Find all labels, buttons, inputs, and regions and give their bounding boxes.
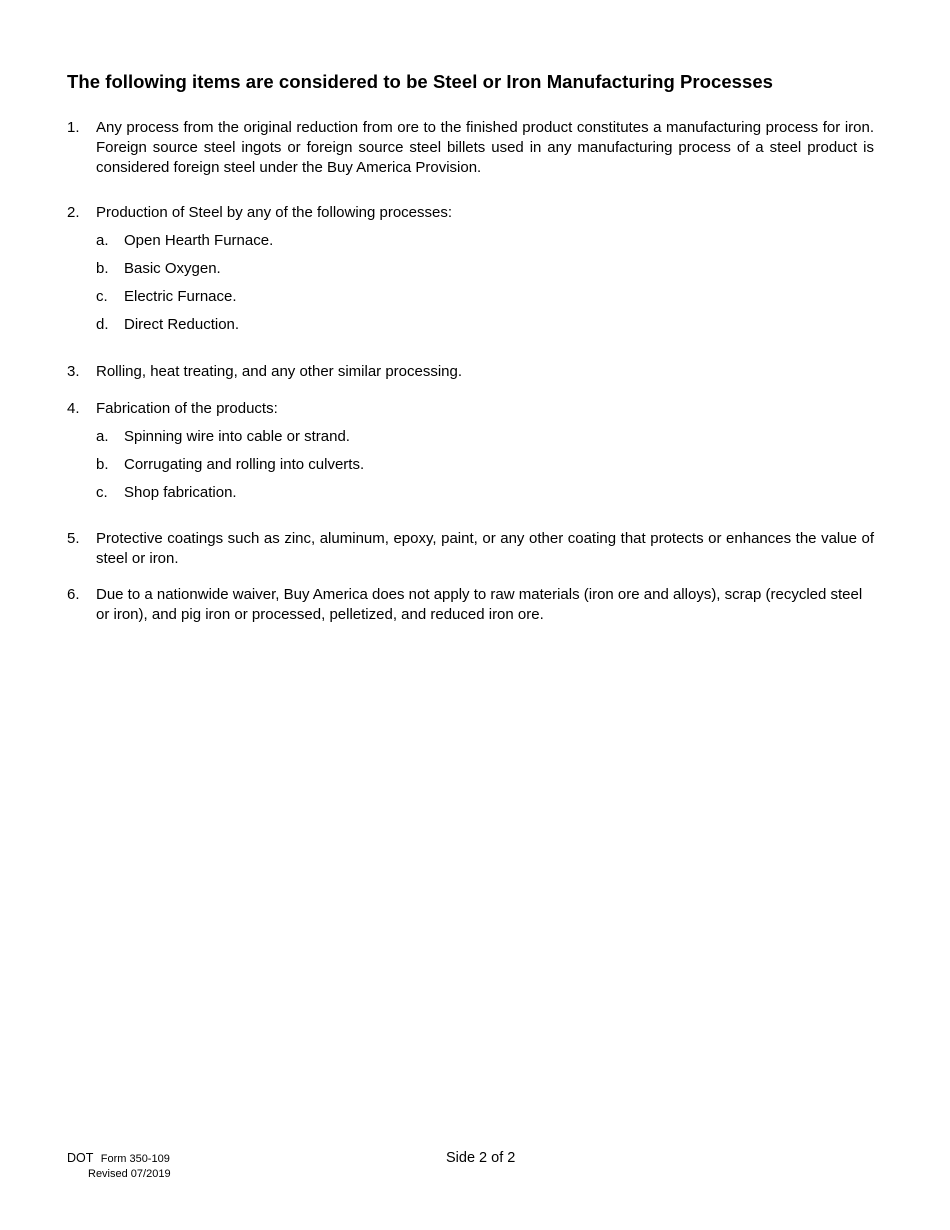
sub-item-text: Open Hearth Furnace.	[124, 232, 274, 249]
list-item-4	[67, 399, 874, 419]
item-text: Rolling, heat treating, and any other similar processing.	[96, 363, 463, 380]
item-number: 3.	[67, 363, 80, 380]
item-number: 4.	[67, 400, 80, 417]
item-text: Fabrication of the products:	[96, 400, 278, 417]
sub-item-4a	[96, 427, 350, 447]
sub-item-letter: b.	[96, 456, 109, 473]
sub-item-4c	[96, 483, 237, 503]
sub-item-text: Shop fabrication.	[124, 484, 237, 501]
item-number: 1.	[67, 119, 80, 136]
item-number: 6.	[67, 586, 80, 603]
sub-item-letter: c.	[96, 484, 108, 501]
page-number: Side 2 of 2	[446, 1150, 516, 1166]
sub-item-letter: d.	[96, 316, 109, 333]
sub-item-2d	[96, 315, 239, 335]
item-number: 2.	[67, 204, 80, 221]
item-text: Due to a nationwide waiver, Buy America does not apply to raw materials (iron ore and alloys), scrap (recycled steel or iron), and pig iron or processed, pelletized, and reduced iron ore.	[96, 586, 863, 623]
page-heading: The following items are considered to be Steel or Iron Manufacturing Processes	[67, 71, 774, 92]
item-text: Production of Steel by any of the following processes:	[96, 204, 453, 221]
sub-item-letter: c.	[96, 288, 108, 305]
list-item-1	[67, 118, 874, 178]
sub-item-letter: a.	[96, 232, 109, 249]
sub-item-4b	[96, 455, 364, 475]
item-number: 5.	[67, 530, 80, 547]
sub-item-2a	[96, 231, 273, 251]
item-text: Any process from the original reduction from ore to the finished product constitutes a manufacturing process for iron. Foreign source steel ingots or foreign source steel billets used in any manufacturing process of a steel product is considered foreign steel under the Buy America Provision.	[96, 119, 874, 176]
sub-item-text: Electric Furnace.	[124, 288, 237, 305]
form-number: Form 350-109	[100, 1153, 170, 1165]
form-identifier	[67, 1151, 171, 1182]
list-item-6	[67, 585, 874, 625]
item-text: Protective coatings such as zinc, aluminum, epoxy, paint, or any other coating that protects or enhances the value of steel or iron.	[96, 530, 874, 567]
sub-item-text: Direct Reduction.	[124, 316, 240, 333]
sub-item-text: Corrugating and rolling into culverts.	[124, 456, 365, 473]
sub-item-text: Spinning wire into cable or strand.	[124, 428, 350, 445]
sub-item-text: Basic Oxygen.	[124, 260, 221, 277]
sub-item-2b	[96, 259, 221, 279]
list-item-5	[67, 529, 874, 569]
sub-item-letter: b.	[96, 260, 109, 277]
sub-item-letter: a.	[96, 428, 109, 445]
revision-date: Revised 07/2019	[88, 1168, 171, 1180]
list-item-2	[67, 203, 874, 223]
agency-label: DOT	[67, 1151, 94, 1165]
sub-item-2c	[96, 287, 237, 307]
list-item-3	[67, 362, 874, 382]
